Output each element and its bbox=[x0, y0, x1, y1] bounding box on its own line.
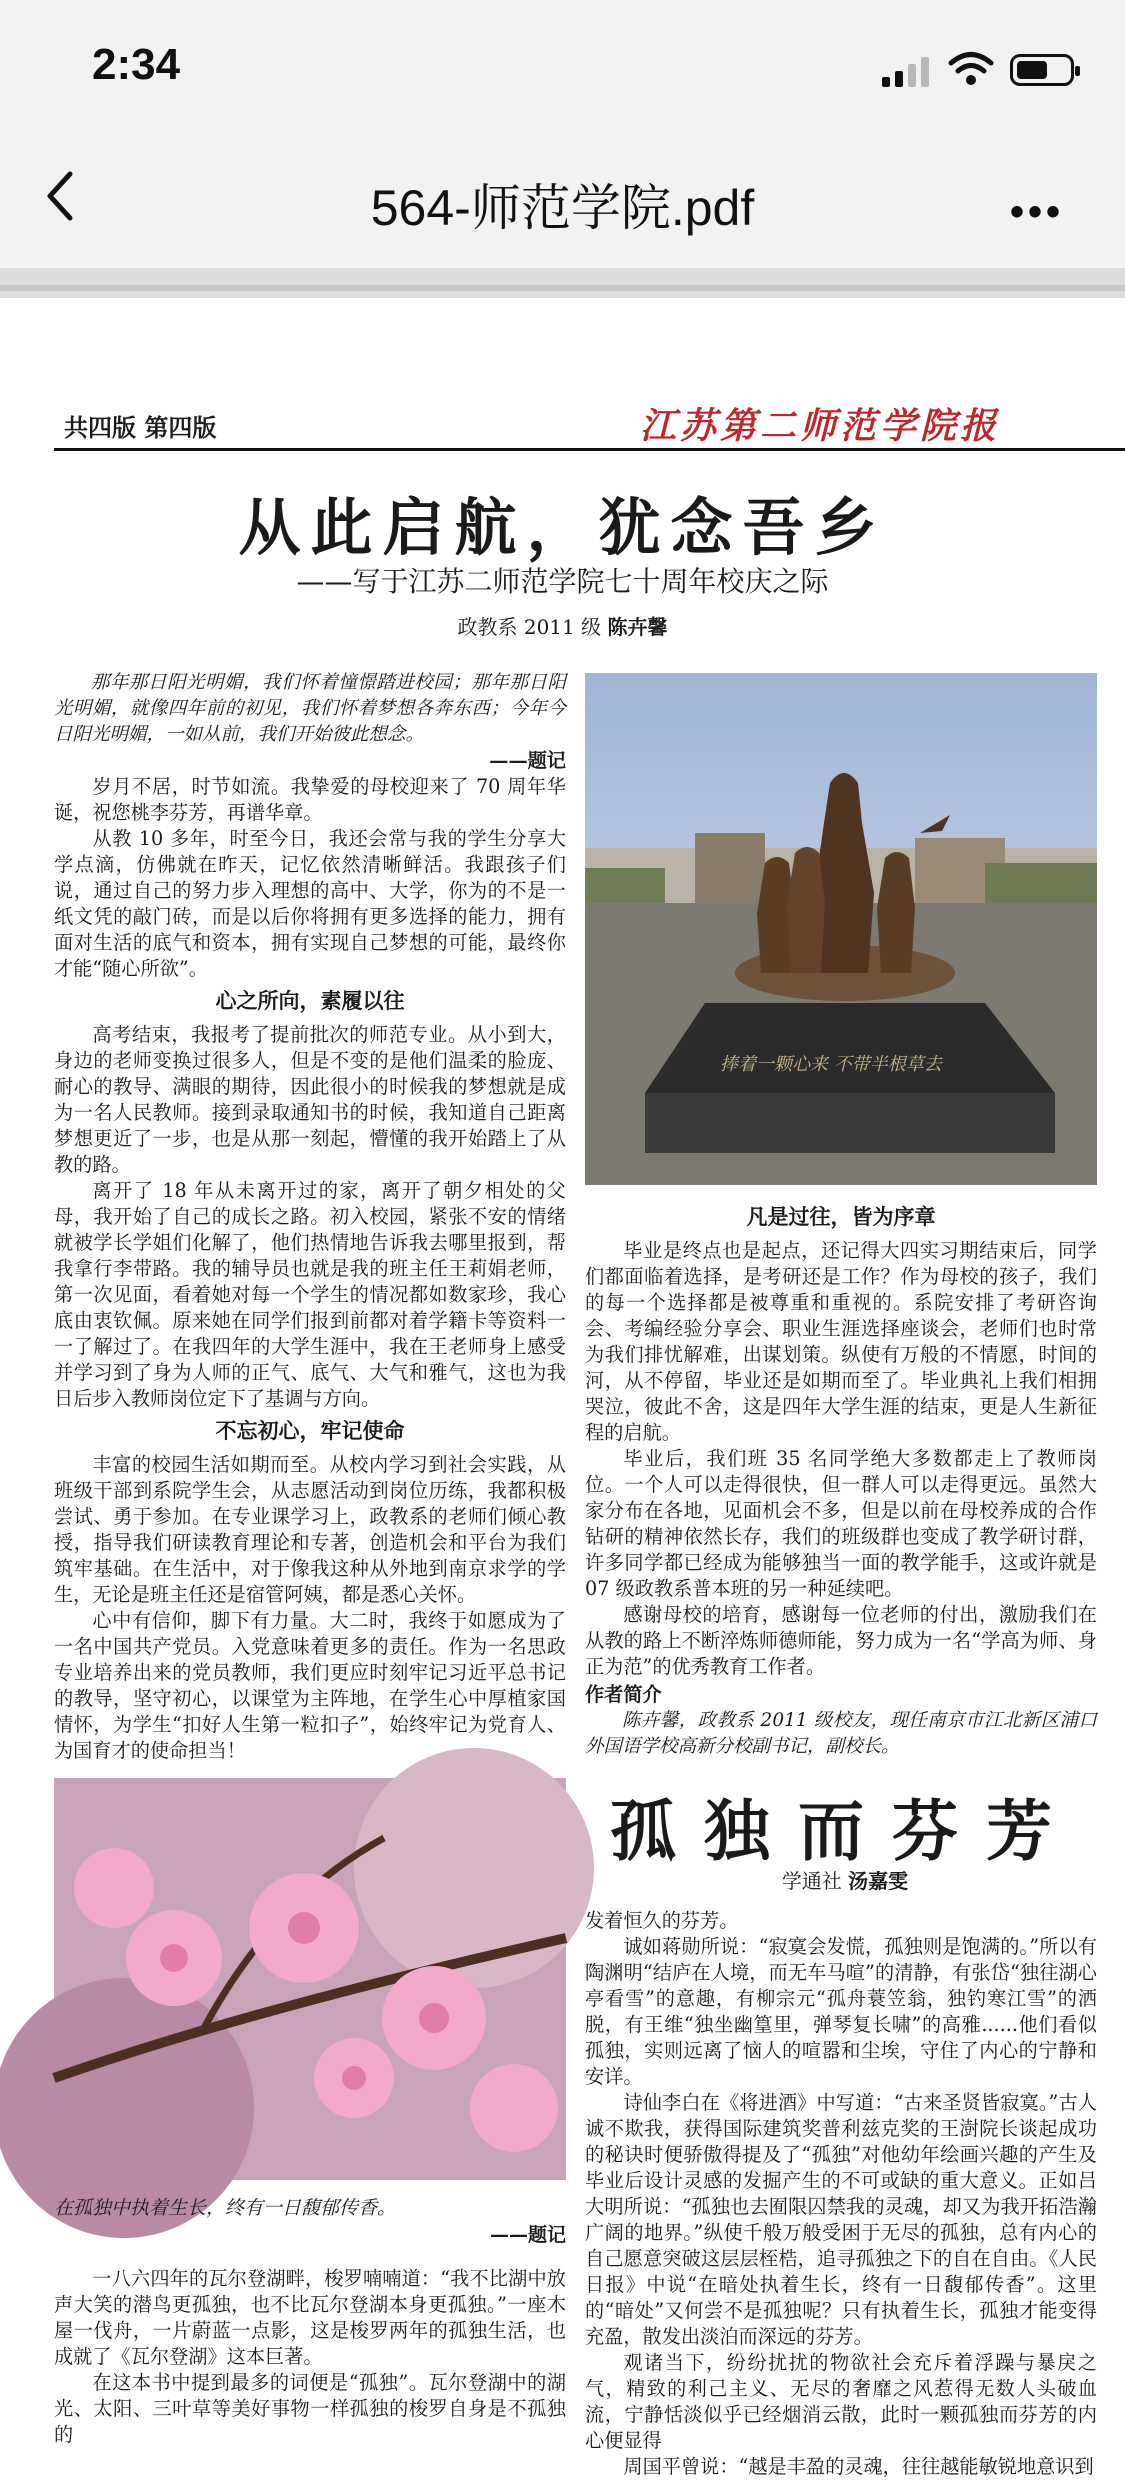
bottom-right-column bbox=[585, 1908, 1097, 2478]
article2-title: 孤独而芬芳 bbox=[610, 1792, 1080, 1870]
paragraph: 离开了 18 年从未离开过的家，离开了朝夕相处的父母，我开始了自己的成长之路。初入校园，紧张不安的情绪就被学长学姐们化解了，他们热情地告诉我去哪里报到，帮我拿行李带路。我的辅导员也就是我的班主任王莉娟老师，第一次见面，看着她对每一个学生的情况都如数家珍，我心底由衷钦佩。原来她在同学们报到前都对着学籍卡等资料一一了解过了。在我四年的大学生涯中，我在王老师身上感受并学习到了身为人师的正气、底气、大气和雅气，这也为我日后步入教师岗位定下了基调与方向。 bbox=[54, 1179, 566, 1410]
article-title: 从此启航，犹念吾乡 bbox=[238, 491, 887, 564]
left-column bbox=[54, 670, 566, 1764]
wifi-icon bbox=[948, 50, 994, 86]
header-rule bbox=[54, 448, 1125, 451]
section-heading: 心之所向，素履以往 bbox=[215, 989, 405, 1013]
epigraph: 那年那日阳光明媚，我们怀着憧憬踏进校园；那年那日阳光明媚，就像四年前的初见，我们怀着梦想各奔东西；今年今日阳光明媚，一如从前，我们开始彼此想念。 bbox=[54, 672, 566, 745]
caption-sign: ——题记 bbox=[489, 2224, 566, 2246]
section-heading: 凡是过往，皆为序章 bbox=[746, 1205, 936, 1229]
pdf-page[interactable] bbox=[0, 298, 1125, 2478]
paragraph: 毕业是终点也是起点，还记得大四实习期结束后，同学们都面临着选择，是考研还是工作？作为母校的孩子，我们的每一个选择都是被尊重和重视的。系院安排了考研咨询会、考编经验分享会、职业生涯选择座谈会，老师们也时常为我们排忧解难，出谋划策。纵使有万般的不情愿，时间的河，从不停留，毕业还是如期而至了。毕业典礼上我们相拥哭泣，彼此不舍，这是四年大学生涯的结束，更是人生新征程的启航。 bbox=[585, 1239, 1097, 1444]
status-time: 2:34 bbox=[92, 40, 181, 89]
battery-icon bbox=[1010, 54, 1074, 86]
caption-text: 在孤独中执着生长，终有一日馥郁传香。 bbox=[54, 2197, 397, 2219]
paragraph: 岁月不居，时节如流。我挚爱的母校迎来了 70 周年华诞，祝您桃李芬芳，再谱华章。 bbox=[54, 775, 566, 824]
author-bio: 陈卉馨，政教系 2011 级校友，现任南京市江北新区浦口外国语学校高新分校副书记，副校长。 bbox=[585, 1710, 1097, 1757]
signal-icon bbox=[882, 55, 932, 87]
more-options-icon[interactable]: ••• bbox=[1010, 190, 1065, 234]
author-heading: 作者简介 bbox=[585, 1683, 662, 1706]
paragraph: 诚如蒋勋所说：“寂寞会发慌，孤独则是饱满的。”所以有陶渊明“结庐在人境，而无车马喧”的清静，有张岱“独往湖心亭看雪”的意趣，有柳宗元“孤舟蓑笠翁，独钓寒江雪”的洒脱，有王维“独坐幽篁里，弹琴复长啸”的高雅......他们看似孤独，实则远离了恼人的喧嚣和尘埃，守住了内心的宁静和安详。 bbox=[585, 1935, 1097, 2088]
paragraph: 从教 10 多年，时至今日，我还会常与我的学生分享大学点滴，仿佛就在昨天，记忆依然清晰鲜活。我跟孩子们说，通过自己的努力步入理想的高中、大学，你为的不是一纸文凭的敲门砖，而是以后你将拥有更多选择的能力，拥有面对生活的底气和资本，拥有实现自己梦想的可能，最终你才能“随心所欲”。 bbox=[54, 827, 566, 980]
paragraph: 心中有信仰，脚下有力量。大二时，我终于如愿成为了一名中国共产党员。入党意味着更多的责任。作为一名思政专业培养出来的党员教师，我们更应时刻牢记习近平总书记的教导，坚守初心，以课堂为主阵地，在学生心中厚植家国情怀，为学生“扣好人生第一粒扣子”，始终牢记为党育人、为国育才的使命担当！ bbox=[54, 1609, 566, 1762]
bottom-left-column bbox=[54, 2266, 566, 2446]
photo-caption bbox=[54, 2193, 566, 2247]
paragraph: 观诸当下，纷纷扰扰的物欲社会充斥着浮躁与暴戾之气，精致的利己主义、无尽的奢靡之风惹得无数人头破血流，宁静恬淡似乎已经烟消云散，此时一颗孤独而芬芳的内心便显得 bbox=[585, 2351, 1097, 2452]
document-title: 564-师范学院.pdf bbox=[370, 180, 755, 236]
paragraph: 丰富的校园生活如期而至。从校内学习到社会实践，从班级干部到系院学生会，从志愿活动到岗位历练，我都积极尝试、勇于参加。在专业课学习上，政教系的老师们倾心教授，指导我们研读教育理论和专著，创造机会和平台为我们筑牢基础。在生活中，对于像我这种从外地到南京求学的学生，无论是班主任还是宿管阿姨，都是悉心关怀。 bbox=[54, 1453, 566, 1606]
paragraph: 在这本书中提到最多的词便是“孤独”。瓦尔登湖中的湖光、太阳、三叶草等美好事物一样孤独的梭罗自身是不孤独的 bbox=[54, 2371, 566, 2446]
article2-dept: 学通社 bbox=[781, 1869, 842, 1893]
top-bar bbox=[0, 0, 1125, 268]
article-subtitle: ——写于江苏二师范学院七十周年校庆之际 bbox=[296, 565, 829, 598]
article2-author: 汤嘉雯 bbox=[848, 1869, 909, 1893]
article-byline bbox=[0, 611, 1125, 640]
toolbar-divider-line bbox=[0, 285, 1125, 291]
paragraph: 发着恒久的芬芳。 bbox=[585, 1909, 739, 1932]
toolbar-divider bbox=[0, 268, 1125, 298]
masthead: 江苏第二师范学院报 bbox=[640, 405, 1001, 447]
edition-label: 共四版 第四版 bbox=[64, 414, 217, 442]
epigraph-sign: ——题记 bbox=[489, 749, 566, 772]
article2-byline bbox=[590, 1865, 1100, 1894]
right-column bbox=[585, 1198, 1097, 1760]
blossom-photo bbox=[54, 1778, 566, 2180]
statue-photo bbox=[585, 673, 1097, 1185]
paragraph: 周国平曾说：“越是丰盈的灵魂，往往越能敏锐地意识到 bbox=[623, 2455, 1094, 2478]
paragraph: 毕业后，我们班 35 名同学绝大多数都走上了教师岗位。一个人可以走得很快，但一群人可以走得更远。虽然大家分布在各地，见面机会不多，但是以前在母校养成的合作钻研的精神依然长存，我们的班级群也变成了教学研讨群，许多同学都已经成为能够独当一面的教学能手，这或许就是 07 级政教系普本班的另一种延续吧。 bbox=[585, 1447, 1097, 1600]
section-heading: 不忘初心，牢记使命 bbox=[215, 1419, 405, 1443]
paragraph: 一八六四年的瓦尔登湖畔，梭罗喃喃道：“我不比湖中放声大笑的潜鸟更孤独，也不比瓦尔登湖本身更孤独。”一座木屋一伐舟，一片蔚蓝一点影，这是梭罗两年的孤独生活，也成就了《瓦尔登湖》这本巨著。 bbox=[54, 2267, 566, 2368]
byline-dept: 政教系 2011 级 bbox=[457, 615, 602, 639]
svg-text:捧着一颗心来 不带半根草去: 捧着一颗心来 不带半根草去 bbox=[720, 1054, 942, 1075]
paragraph: 高考结束，我报考了提前批次的师范专业。从小到大，身边的老师变换过很多人，但是不变的是他们温柔的脸庞、耐心的教导、满眼的期待，因此很小的时候我的梦想就是成为一名人民教师。接到录取通知书的时候，我知道自己距离梦想更近了一步，也是从那一刻起，懵懂的我开始踏上了从教的路。 bbox=[54, 1023, 566, 1176]
paragraph: 诗仙李白在《将进酒》中写道：“古来圣贤皆寂寞。”古人诚不欺我，获得国际建筑奖普利兹克奖的王澍院长谈起成功的秘诀时便骄傲得提及了“孤独”对他幼年绘画兴趣的产生及毕业后设计灵感的发掘产生的不可或缺的重大意义。正如吕大明所说：“孤独也去囿限囚禁我的灵魂，却又为我开拓浩瀚广阔的地界。”纵使千般万般受困于无尽的孤独，总有内心的自己愿意突破这层层桎梏，追寻孤独之下的自在自由。《人民日报》中说“在暗处执着生长，终有一日馥郁传香”。这里的“暗处”又何尝不是孤独呢？只有执着生长，孤独才能变得充盈，散发出淡泊而深远的芬芳。 bbox=[585, 2091, 1097, 2348]
paragraph: 感谢母校的培育，感谢每一位老师的付出，激励我们在从教的路上不断淬炼师德师能，努力成为一名“学高为师、身正为范”的优秀教育工作者。 bbox=[585, 1603, 1097, 1678]
byline-author: 陈卉馨 bbox=[607, 615, 668, 639]
